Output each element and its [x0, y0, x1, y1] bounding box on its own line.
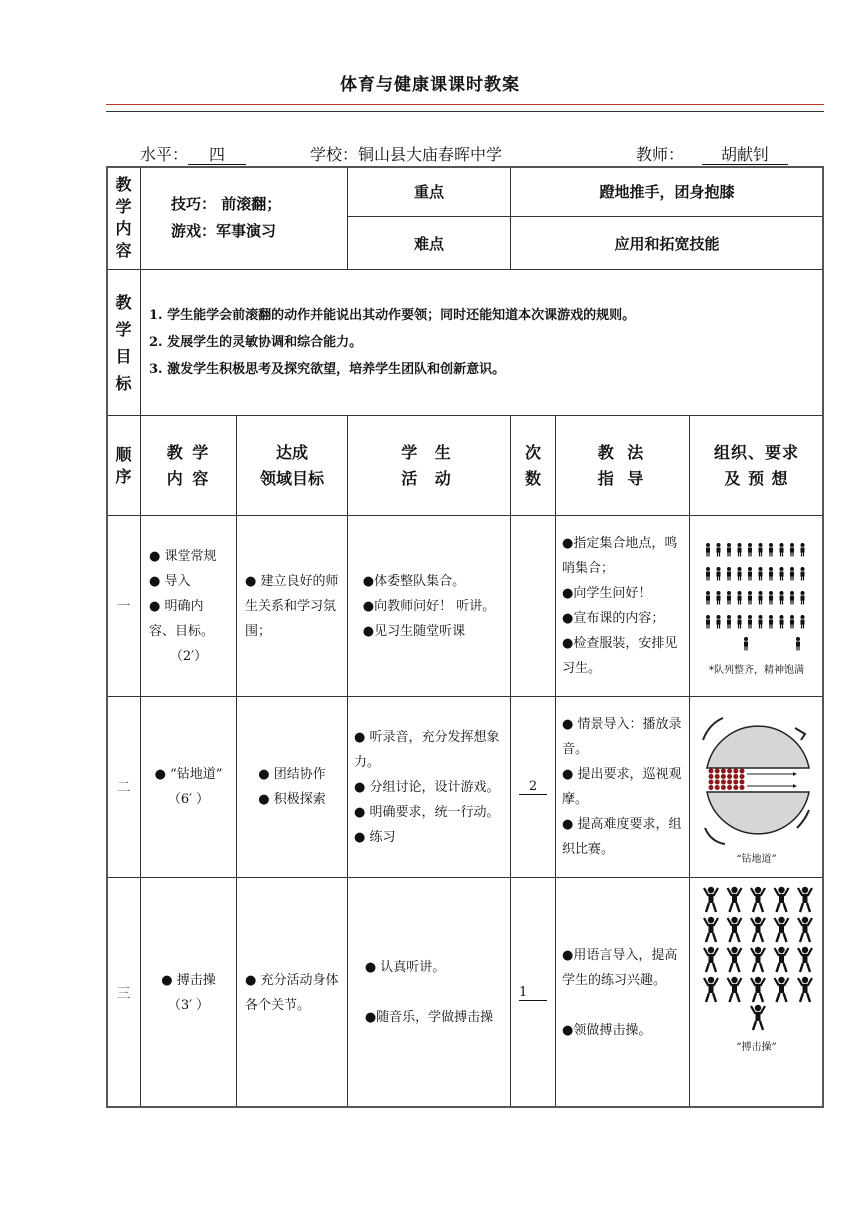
boxer-figure [751, 887, 765, 912]
boxer-figure [774, 947, 788, 972]
student-marker [720, 768, 725, 773]
student-marker [708, 774, 713, 779]
row-activity-item: ● 明确要求，统一行动。 [354, 804, 500, 820]
student-figure [769, 567, 773, 581]
teacher-figure [796, 637, 800, 651]
row-content-cell [140, 515, 237, 697]
boxer-figure [798, 887, 812, 912]
boxer-figure [704, 887, 718, 912]
row-activity-item: ● 练习 [354, 829, 396, 845]
student-figure [769, 591, 773, 605]
teacher-label: 教师： [636, 145, 685, 164]
content-label-cell [106, 166, 141, 270]
objectives-cell [140, 269, 824, 416]
row-content-cell [140, 696, 237, 878]
student-figure [737, 567, 741, 581]
row-method-item: ● 情景导入：播放录音。 [562, 717, 682, 757]
tunnel-caption: “钻地道” [736, 853, 777, 865]
student-marker [727, 779, 732, 784]
row-organization-cell [689, 877, 824, 1108]
boxing-formation-diagram [697, 884, 817, 1034]
row-goal-item: ● 团结协作 [258, 767, 326, 782]
key-point-value: 蹬地推手，团身抱膝 [510, 166, 824, 217]
student-marker [733, 779, 738, 784]
student-figure [727, 615, 731, 629]
header-organization: 组织、要求 及 预 想 [689, 415, 824, 516]
student-marker [739, 779, 744, 784]
tunnel-diagram [697, 710, 817, 850]
skill-line: 技巧： 前滚翻； [171, 195, 282, 213]
document-title: 体育与健康课课时教案 [340, 75, 520, 95]
row-goal: ● 建立良好的师生关系和学习氛围； [245, 573, 339, 639]
student-figure [790, 543, 794, 557]
row-content-item: ● 明确内容、目标。 [149, 598, 215, 639]
game-line: 游戏：军事演习 [171, 222, 277, 240]
student-figure [748, 615, 752, 629]
student-figure [737, 543, 741, 557]
student-markers [708, 768, 744, 790]
row-duration: （6′ ） [167, 792, 210, 807]
student-figure [779, 615, 783, 629]
student-marker [727, 785, 732, 790]
student-figure [748, 567, 752, 581]
objective-item: 1. 学生能学会前滚翻的动作并能说出其动作要领；同时还能知道本次课游戏的规则。 [149, 308, 636, 323]
row-count [510, 515, 556, 697]
student-figure [790, 591, 794, 605]
row-order: 二 [106, 696, 141, 878]
objectives-label: 教学目标 [115, 292, 132, 393]
content-label: 教学内容 [115, 175, 132, 260]
row-activity-item: ● 分组讨论，设计游戏。 [354, 779, 500, 795]
student-marker [733, 785, 738, 790]
boxer-figure [727, 947, 741, 972]
student-figure [800, 543, 804, 557]
row-method-cell [555, 877, 690, 1108]
row-goal: ● 充分活动身体各个关节。 [245, 972, 339, 1013]
formation-diagram [702, 537, 812, 657]
student-marker [739, 774, 744, 779]
row-organization-cell [689, 696, 824, 878]
row-content-item: ● 课堂常规 [149, 548, 217, 564]
boxer-figure [727, 887, 741, 912]
row-activity-cell [347, 515, 511, 697]
teacher-field [636, 142, 788, 165]
row-method-item: ●宣布课的内容； [562, 611, 665, 626]
student-figure [790, 615, 794, 629]
row-count: 2 [519, 779, 547, 795]
row-method-cell [555, 696, 690, 878]
student-marker [733, 768, 738, 773]
student-marker [708, 779, 713, 784]
row-activity-cell [347, 696, 511, 878]
level-field [140, 142, 246, 165]
student-figure [748, 543, 752, 557]
student-figure [779, 591, 783, 605]
boxer-figure [751, 977, 765, 1002]
boxer-figure [774, 977, 788, 1002]
boxer-figure [704, 917, 718, 942]
header-goal: 达成 领域目标 [236, 415, 348, 516]
student-figure [737, 615, 741, 629]
row-duration: （2′） [169, 648, 208, 664]
boxer-figure [751, 947, 765, 972]
student-figure [790, 567, 794, 581]
row-content-item: ● 导入 [149, 573, 191, 589]
student-figure [758, 567, 762, 581]
student-figure [727, 567, 731, 581]
student-figure [769, 615, 773, 629]
boxer-figure [798, 947, 812, 972]
student-figure [744, 637, 748, 651]
boxing-caption: “搏击操” [736, 1042, 777, 1053]
student-marker [714, 774, 719, 779]
boxer-figure [704, 947, 718, 972]
row-count: 1 [519, 985, 547, 1001]
boxer-figure [751, 917, 765, 942]
header-activity: 学 生 活 动 [347, 415, 511, 516]
row-method-cell [555, 515, 690, 697]
row-goal-cell [236, 515, 348, 697]
boxer-figure [727, 977, 741, 1002]
student-marker [720, 779, 725, 784]
student-marker [733, 774, 738, 779]
instructor-figure [751, 1005, 765, 1030]
row-activity-item: ●体委整队集合。 [362, 573, 466, 589]
student-figure [716, 615, 720, 629]
student-figure [706, 543, 710, 557]
row-activity-item: ●向教师问好！ 听讲。 [362, 598, 496, 614]
student-marker [727, 768, 732, 773]
header-rule-dark [106, 111, 824, 112]
student-figure [727, 543, 731, 557]
school-field: 学校：铜山县大庙春晖中学 [310, 145, 503, 164]
row-content-item: ● “钻地道” [154, 767, 223, 782]
header-order: 顺序 [106, 415, 141, 516]
teacher-value: 胡献钊 [702, 146, 788, 165]
student-figure [706, 567, 710, 581]
student-figure [716, 591, 720, 605]
student-figure [758, 591, 762, 605]
boxer-figure [704, 977, 718, 1002]
boxer-figure [774, 887, 788, 912]
row-goal-item: ● 积极探索 [258, 792, 326, 807]
student-marker [714, 785, 719, 790]
row-activity-item: ●随音乐，学做搏击操 [364, 1009, 494, 1025]
objective-item: 2. 发展学生的灵敏协调和综合能力。 [149, 335, 363, 350]
student-marker [714, 779, 719, 784]
row-organization-cell [689, 515, 824, 697]
student-marker [720, 774, 725, 779]
row-order: 一 [106, 515, 141, 697]
objectives-label-cell [106, 269, 141, 416]
student-figure [800, 567, 804, 581]
student-marker [708, 785, 713, 790]
student-marker [714, 768, 719, 773]
row-method-item: ●指定集合地点，鸣哨集合； [562, 536, 678, 576]
student-figure [800, 591, 804, 605]
row-goal-cell [236, 696, 348, 878]
student-figure [800, 615, 804, 629]
difficulty-label: 难点 [347, 216, 511, 270]
student-figure [737, 591, 741, 605]
content-topics-cell [140, 166, 348, 270]
student-figure [758, 615, 762, 629]
student-figure [748, 591, 752, 605]
student-marker [720, 785, 725, 790]
objective-item: 3. 激发学生积极思考及探究欲望，培养学生团队和创新意识。 [149, 362, 506, 377]
student-figure [716, 543, 720, 557]
level-label: 水平： [140, 145, 189, 164]
row-content-item: ● 搏击操 [161, 972, 216, 988]
row-content-cell [140, 877, 237, 1108]
row-activity-item: ● 听录音，充分发挥想象力。 [354, 729, 500, 770]
boxer-figure [798, 917, 812, 942]
student-marker [739, 785, 744, 790]
row-method-item: ●用语言导入，提高学生的练习兴趣。 [562, 947, 678, 988]
key-point-label: 重点 [347, 166, 511, 217]
student-figure [727, 591, 731, 605]
row-count-cell [510, 877, 556, 1108]
row-order: 三 [106, 877, 141, 1108]
row-activity-item: ●见习生随堂听课 [362, 623, 466, 639]
student-figure [706, 615, 710, 629]
student-marker [708, 768, 713, 773]
student-marker [727, 774, 732, 779]
header-method: 教 法 指 导 [555, 415, 690, 516]
student-figure [706, 591, 710, 605]
student-figure [779, 567, 783, 581]
level-value: 四 [188, 146, 246, 165]
row-method-item: ●检查服装，安排见习生。 [562, 636, 678, 676]
row-goal-cell [236, 877, 348, 1108]
difficulty-value: 应用和拓宽技能 [510, 216, 824, 270]
student-figure [779, 543, 783, 557]
row-duration: （3′ ） [167, 997, 210, 1013]
row-method-item: ●领做搏击操。 [562, 1022, 652, 1038]
boxer-figure [727, 917, 741, 942]
formation-caption: *队列整齐，精神饱满 [709, 664, 804, 676]
row-method-item: ● 提高难度要求，组织比赛。 [562, 817, 682, 857]
row-method-item: ● 提出要求，巡视观摩。 [562, 767, 682, 807]
row-count-cell [510, 696, 556, 878]
boxer-figure [798, 977, 812, 1002]
student-figure [716, 567, 720, 581]
boxer-figure [774, 917, 788, 942]
student-figure [769, 543, 773, 557]
header-rule-red [106, 104, 824, 105]
row-activity-item: ● 认真听讲。 [364, 959, 446, 975]
header-count: 次数 [510, 415, 556, 516]
student-figure [758, 543, 762, 557]
header-content: 教 学 内 容 [140, 415, 237, 516]
row-method-item: ●向学生问好！ [562, 586, 652, 601]
row-activity-cell [347, 877, 511, 1108]
student-marker [739, 768, 744, 773]
